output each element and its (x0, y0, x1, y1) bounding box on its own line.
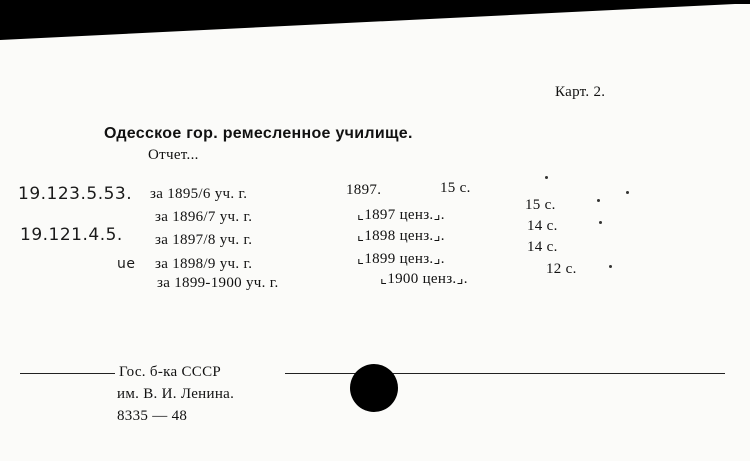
scan-speck (597, 199, 600, 202)
row-period: за 1895/6 уч. г. (150, 186, 248, 202)
row-pages-second: 12 с. (546, 261, 577, 277)
row-pages-second: 14 с. (527, 218, 558, 234)
row-pages-second: 14 с. (527, 239, 558, 255)
row-pages-second: 15 с. (525, 197, 556, 213)
footer-rule-right (285, 373, 725, 374)
row-period: за 1896/7 уч. г. (155, 209, 253, 225)
shelfmark-2: 19.121.4.5. (20, 225, 123, 245)
row-period: за 1897/8 уч. г. (155, 232, 253, 248)
row-pub: 1897. (346, 182, 382, 198)
scan-speck (626, 191, 629, 194)
card-number-label: Карт. 2. (555, 84, 606, 100)
footer-rule-left (20, 373, 115, 374)
row-pub: ⌞1900 ценз.⌟. (380, 271, 468, 287)
scan-speck (599, 221, 602, 224)
scan-speck (545, 176, 548, 179)
row-period: за 1899-1900 уч. г. (157, 275, 279, 291)
row-period: за 1898/9 уч. г. (155, 256, 253, 272)
row-pub: ⌞1897 ценз.⌟. (357, 207, 445, 223)
library-name-line2: им. В. И. Ленина. (117, 386, 235, 402)
margin-scribble: ue (117, 256, 136, 272)
punch-hole (350, 364, 398, 412)
shelfmark-1: 19.123.5.53. (18, 184, 133, 204)
scan-speck (609, 265, 612, 268)
inventory-number: 8335 — 48 (117, 408, 188, 424)
row-pages: 15 с. (440, 180, 471, 196)
card-heading: Одесское гор. ремесленное училище. (104, 125, 413, 142)
library-name: Гос. б-ка СССР (119, 364, 222, 380)
row-pub: ⌞1898 ценз.⌟. (357, 228, 445, 244)
row-pub: ⌞1899 ценз.⌟. (357, 251, 445, 267)
card-subheading: Отчет... (148, 147, 199, 163)
